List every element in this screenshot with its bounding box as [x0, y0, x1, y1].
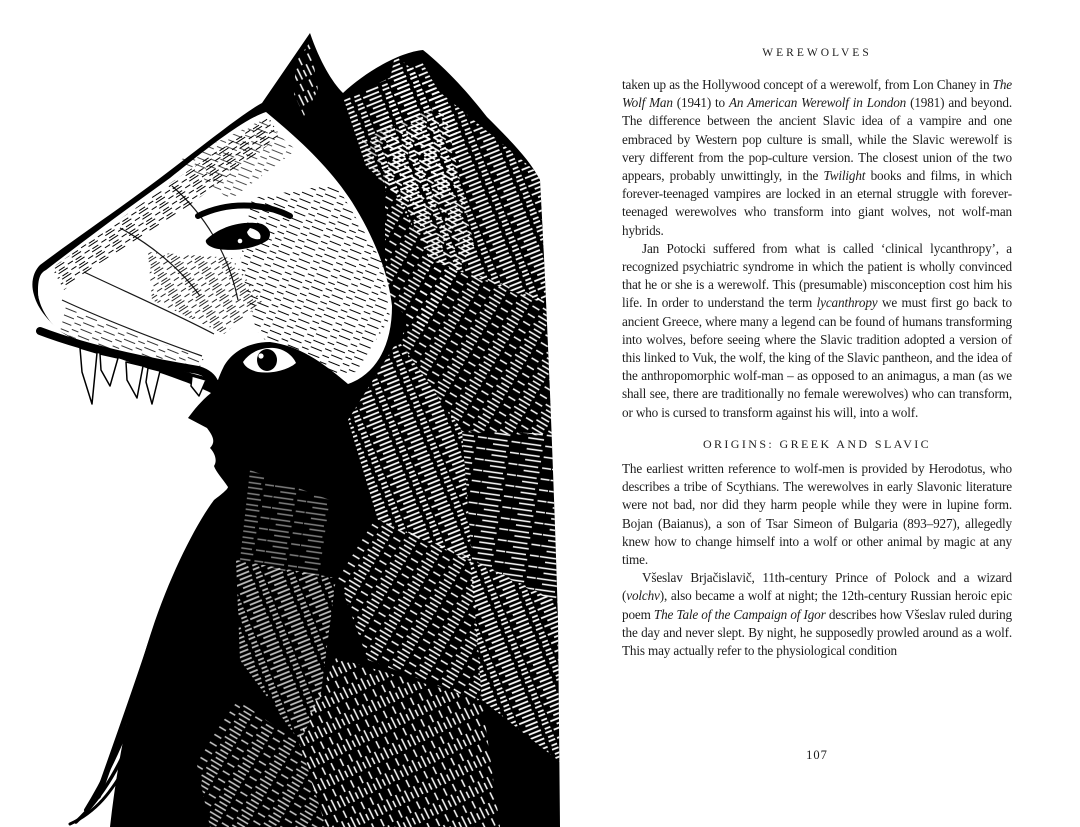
- page-number: 107: [806, 748, 828, 762]
- paragraph-2: Jan Potocki suffered from what is called ‘clinical lycanthropy’, a recognized psychiatric syndrome in which the patient is wholly convinced that he or she is a werewolf. This (presumable) misconception cost him his life. In order to understand the term lycanthropy we must first go back to ancient Greece, where many a legend can be found of humans transforming into wolves, before seeing where the Slavic tradition adopted a version of this linked to Vuk, the wolf, the king of the Slavic pantheon, and the idea of the anthropomorphic wolf-man – as opposed to an animagus, a man (as we shall see, there are traditionally no female werewolves) who can transform, or who is cursed to transform against his will, into a wolf.: [622, 240, 1012, 420]
- paragraph-1: taken up as the Hollywood concept of a werewolf, from Lon Chaney in The Wolf Man (1941) to An American Werewolf in London (1981) and beyond. The difference between the ancient Slavic idea of a vampire and one embraced by Western pop culture is small, while the Slavic werewolf is very different from the pop-culture version. The closest union of the two appears, probably unwittingly, in the Twilight books and films, in which forever-teenaged vampires are locked in an eternal struggle with forever-teenaged werewolves who transform into giant wolves, not wolf-man hybrids.: [622, 77, 1012, 238]
- paragraph-3: The earliest written reference to wolf-men is provided by Herodotus, who describes a tribe of Scythians. The werewolves in early Slavonic literature were not bad, nor did they harm people while they were in lupine form. Bojan (Baianus), a son of Tsar Simeon of Bulgaria (893–927), allegedly knew how to change himself into a wolf or other animal by magic at any time.: [622, 461, 1012, 568]
- body-text: [622, 76, 1012, 660]
- right-page: [622, 0, 1012, 660]
- paragraph-4: Všeslav Brjačislavič, 11th-century Prince of Polock and a wizard (volchv), also became a wolf at night; the 12th-century Russian heroic epic poem The Tale of the Campaign of Igor describes how Všeslav ruled during the day and never slept. By night, he supposedly prowled around as a wolf. This may actually refer to the physiological condition: [622, 570, 1012, 659]
- section-heading: ORIGINS: GREEK AND SLAVIC: [702, 436, 932, 451]
- running-head: WEREWOLVES: [762, 47, 872, 59]
